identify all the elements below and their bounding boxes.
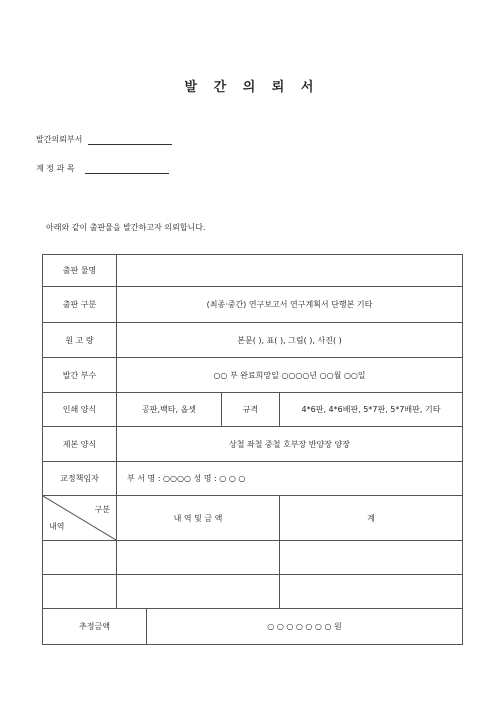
- label-copies: 발간 부수: [43, 358, 117, 393]
- breakdown-cell-total[interactable]: [280, 541, 463, 575]
- label-publication-name: 출판 물명: [43, 255, 117, 287]
- dept-label: 발간의뢰부서: [36, 135, 83, 144]
- header-detail: 내 역 및 금 액: [117, 496, 280, 541]
- breakdown-cell-item[interactable]: [43, 541, 117, 575]
- label-proof-manager: 교정책임자: [43, 462, 117, 496]
- value-copies[interactable]: ○○ 부 완료희망일 ○○○○년 ○○월 ○○일: [117, 358, 463, 393]
- intro-text: 아래와 같이 출판물을 발간하고자 의뢰합니다.: [46, 223, 206, 232]
- row-publication-type: [43, 287, 463, 323]
- breakdown-row: [43, 541, 463, 575]
- label-binding: 제본 양식: [43, 427, 117, 462]
- breakdown-cell-item[interactable]: [43, 575, 117, 609]
- breakdown-cell-total[interactable]: [280, 575, 463, 609]
- label-publication-type: 출판 구분: [43, 287, 117, 323]
- label-print-style: 인쇄 양식: [43, 393, 117, 427]
- document-title: 발 간 의 뢰 서: [184, 80, 320, 95]
- corner-top-label: 구분: [94, 505, 110, 514]
- label-estimate: 추정금액: [43, 609, 147, 645]
- breakdown-row: [43, 575, 463, 609]
- account-field: [36, 163, 169, 174]
- dept-field: [36, 134, 172, 145]
- account-label: 계 정 과 목: [36, 164, 75, 173]
- breakdown-corner-cell: [43, 496, 117, 541]
- value-binding[interactable]: 상철 좌철 중철 호부장 반양장 양장: [117, 427, 463, 462]
- value-estimate[interactable]: ○ ○ ○ ○ ○ ○ ○ 원: [147, 609, 463, 645]
- row-publication-name: [43, 255, 463, 287]
- row-print-style: [43, 393, 463, 427]
- label-manuscript: 원 고 량: [43, 323, 117, 358]
- value-manuscript[interactable]: 본문( ), 표( ), 그림( ), 사진( ): [117, 323, 463, 358]
- row-breakdown-header: [43, 496, 463, 541]
- row-binding: [43, 427, 463, 462]
- label-spec: 규격: [222, 393, 280, 427]
- row-copies: [43, 358, 463, 393]
- dept-input-line[interactable]: [88, 136, 172, 145]
- value-proof-manager[interactable]: 부 서 명 : ○○○○ 성 명 : ○ ○ ○: [117, 462, 463, 496]
- value-spec[interactable]: 4*6판, 4*6배판, 5*7판, 5*7배판, 기타: [280, 393, 463, 427]
- diagonal-line: [43, 496, 116, 540]
- value-print-style[interactable]: 공판,백타, 옵셋: [117, 393, 222, 427]
- account-input-line[interactable]: [85, 165, 169, 174]
- value-publication-name[interactable]: [117, 255, 463, 287]
- row-proof-manager: [43, 462, 463, 496]
- breakdown-cell-detail[interactable]: [117, 541, 280, 575]
- row-manuscript: [43, 323, 463, 358]
- breakdown-cell-detail[interactable]: [117, 575, 280, 609]
- value-publication-type[interactable]: (최종·중간) 연구보고서 연구계획서 단행본 기타: [117, 287, 463, 323]
- header-total: 계: [280, 496, 463, 541]
- row-estimate: [43, 609, 463, 645]
- request-form-table: [42, 254, 463, 645]
- corner-bottom-label: 내역: [49, 522, 65, 531]
